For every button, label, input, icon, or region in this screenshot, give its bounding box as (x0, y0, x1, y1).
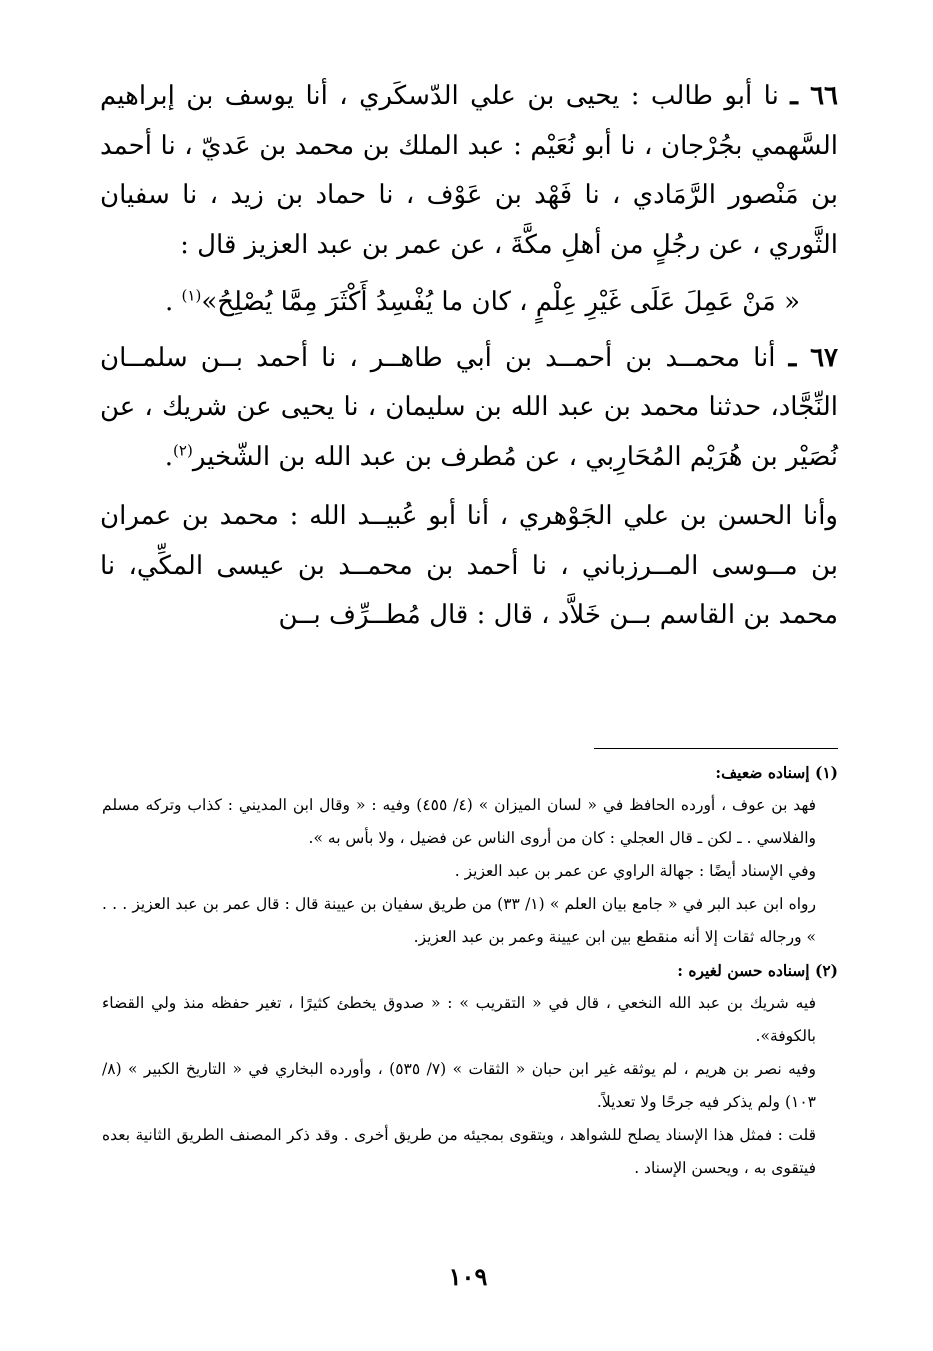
hadith-66 (100, 72, 838, 270)
main-text (100, 72, 838, 641)
hadith-66-text: نا أبو طالب : يحيى بن علي الدّسكَري ، أنا يوسف بن إبراهيم السَّهمي بجُرْجان ، نا أبو نُعَيْم : عبد الملك بن محمد بن عَديّ ، نا أحمد بن مَنْصور الرَّمَادي ، نا فَهْد بن عَوْف ، نا حماد بن زيد ، نا سفيان الثَّوري ، عن رجُلٍ من أهلِ مكَّةَ ، عن عمر بن عبد العزيز قال : (100, 81, 838, 260)
footnote-2-line: وفيه نصر بن هريم ، لم يوثقه غير ابن حبان « الثقات » (٧/ ٥٣٥) ، وأورده البخاري في « التاريخ الكبير » (٨/ ١٠٣) ولم يذكر فيه جرحًا ولا تعديلاً. (102, 1060, 816, 1111)
hadith-66-number: ٦٦ ـ (790, 81, 839, 111)
footnotes (102, 756, 838, 1185)
hadith-67-number: ٦٧ ـ (788, 342, 839, 373)
hadith-67-text: أنا محمــد بن أحمــد بن أبي طاهــر ، نا أحمد بــن سلمــان النِّجَّاد، حدثنا محمد بن عبد الله بن سليمان ، نا يحيى عن شريك ، عن نُصَيْر بن هُرَيْم المُحَارِبي ، عن مُطرف بن عبد الله بن الشّخير (100, 342, 838, 472)
quoted-saying-end: . (165, 287, 182, 317)
chain-paragraph-text: وأنا الحسن بن علي الجَوْهري ، أنا أبو عُبيــد الله : محمد بن عمران بن مــوسى المــرزباني ، نا أحمد بن محمــد بن عيسى المكِّي، نا محمد بن القاسم بــن خَلاَّد ، قال : قال مُطــرِّف بــن (100, 501, 838, 630)
footnote-ref-1: (١) (181, 286, 202, 305)
hadith-67 (100, 334, 838, 483)
chain-paragraph (100, 492, 838, 641)
footnote-2-heading: (٢) إسناده حسن لغيره : (677, 961, 838, 980)
footnote-divider (594, 748, 838, 749)
footnote-2-line: قلت : فمثل هذا الإسناد يصلح للشواهد ، ويتقوى بمجيئه من طريق أخرى . وقد ذكر المصنف الطريق الثانية بعده فيتقوى به ، ويحسن الإسناد . (102, 1126, 816, 1177)
quoted-saying-text: « مَنْ عَمِلَ عَلَى غَيْرِ عِلْمٍ ، كان ما يُفْسِدُ أَكْثَرَ مِمَّا يُصْلِحُ» (201, 287, 800, 317)
footnote-1-line: وفي الإسناد أيضًا : جهالة الراوي عن عمر بن عبد العزيز . (454, 862, 816, 880)
page-number: ١٠٩ (448, 1262, 488, 1291)
quoted-saying (100, 278, 838, 328)
footnote-ref-2: (٢) (173, 440, 193, 459)
hadith-67-end: . (164, 441, 174, 472)
footnote-1-heading: (١) إسناده ضعيف: (715, 763, 838, 782)
footnote-1-line: رواه ابن عبد البر في « جامع بيان العلم » (١/ ٣٣) من طريق سفيان بن عيينة قال : قال عمر بن عبد العزيز . . . » ورجاله ثقات إلا أنه منقطع بين ابن عيينة وعمر بن عبد العزيز. (102, 895, 816, 946)
footnote-2-line: فيه شريك بن عبد الله النخعي ، قال في « التقريب » : « صدوق يخطئ كثيرًا ، تغير حفظه منذ ولي القضاء بالكوفة». (102, 994, 816, 1045)
footnote-1-line: فهد بن عوف ، أورده الحافظ في « لسان الميزان » (٤/ ٤٥٥) وفيه : « وقال ابن المديني : كذاب وتركه مسلم والفلاسي . ـ لكن ـ قال العجلي : كان من أروى الناس عن فضيل ، ولا بأس به ». (102, 796, 816, 847)
